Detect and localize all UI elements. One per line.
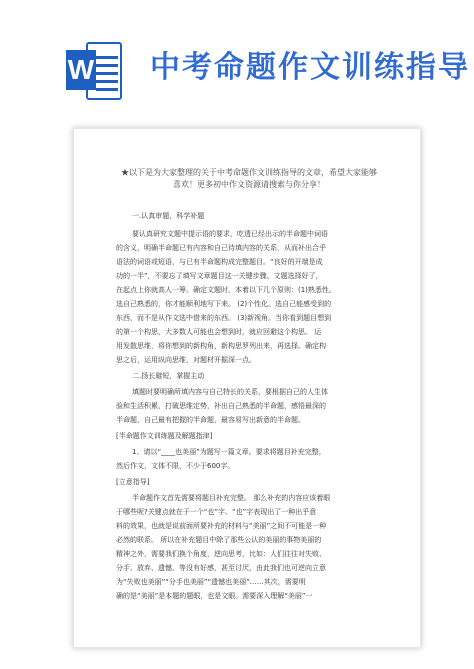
intro-text: ★以下是为大家整理的关于中考命题作文训练指导的文章，希望大家能够喜欢！更多初中作文资源请搜索与你分享！ (121, 168, 377, 189)
paragraph-line: 1、请以“____也美丽”为题写一篇文章。要求将题目补充完整， (132, 448, 326, 456)
banner (0, 0, 474, 118)
paragraph-line: 填题时要明确所填内容与自己特长的关系，要根据自己的人生体 (132, 388, 328, 396)
section-heading: 一.认真审题，科学补题 (132, 212, 205, 220)
paragraph-line: 为“失败也美丽”“分手也美丽”“遗憾也美丽”……其次，需要明 (116, 578, 306, 586)
word-icon-line (96, 72, 118, 75)
word-icon-line (96, 80, 118, 83)
subsection-label: [半命题作文训练题及解题指津] (116, 432, 213, 440)
word-icon-line (96, 56, 118, 59)
paragraph-line: 精神之外，需要我们换个角度，逆向思考，比如：人们往往对失败、 (116, 550, 326, 558)
paragraph-line: 功的一半”，不要忘了填写文章题目这一关键步骤。文题选择好了， (116, 272, 323, 280)
word-document-icon (64, 38, 124, 104)
paragraph-line: 的含义，明确半命题已有内容和自己待填内容的关系，从而补出合乎 (116, 244, 326, 252)
paragraph-line: 料的效果，也就是说前面所要补充的材料与“美丽”之间不可能是一种 (116, 522, 327, 530)
paragraph-line: 要认真研究文题中提示语的要求，吃透已经出示的半命题中词语 (132, 230, 328, 238)
word-icon-line (96, 88, 118, 91)
document-page (73, 128, 421, 648)
paragraph-line: 验和生活积累，打破思维定势，补出自己熟悉的半命题，感悟最深的 (116, 402, 326, 410)
paragraph-line: 然后作文，文体不限，不少于600字。 (116, 462, 235, 470)
paragraph-line: 用发散思维，将你想到的新构角，新构思罗列出来，再选择。确定构 (116, 342, 326, 350)
paragraph-line: 于哪些呢?关键点就在于一个“也”字。“也”字表现出了一种出乎意 (116, 508, 317, 516)
paragraph-line: 东西，而不是从作文选中借来的东西。 (3)新视角。当你看到题目想到 (116, 314, 332, 322)
paragraph-line: 确的是“美丽”是本题的题眼，也是文眼。需要深入理解“美丽”一 (116, 592, 313, 600)
subsection-label: [立意指导] (116, 478, 150, 486)
paragraph-line: 半命题，自己最有把握的半命题，最容易写出新意的半命题。 (116, 416, 305, 424)
word-icon-line (96, 64, 118, 67)
paragraph-line: 的第一个构思，大多数人可能也会想到时，就应回避这个构思。 运 (116, 328, 322, 336)
paragraph-line: 分手、放弃、遗憾、等没有好感，甚至讨厌，由此我们也可逆向立意 (116, 564, 326, 572)
paragraph-line: 在起点上你就高人一筹。确定文题时，本着以下几个原则：(1)熟悉性。 (116, 286, 336, 294)
paragraph-line: 选自己熟悉的，你才能顺利地写下来。 (2)个性化。选自己能感受到的 (116, 300, 332, 308)
paragraph-line: 必然的联系。 所以在补充题目中除了那些公认的美丽的事物美丽的 (116, 536, 322, 544)
paragraph-line: 半命题作文首先需要将题目补充完整。 那么补充的内容应该着眼 (132, 494, 331, 502)
paragraph-line: 思之后，运用纵向思维，对题材开掘深一点。 (116, 356, 256, 364)
paragraph-line: 语法的词语或短语，与已有半命题构成完整题目。“良好的开端是成 (116, 258, 323, 266)
word-icon-letter: W (66, 50, 96, 90)
section-heading: 二.扬长避短，掌握主动 (132, 372, 205, 380)
page-title: 中考命题作文训练指导 (150, 50, 470, 85)
